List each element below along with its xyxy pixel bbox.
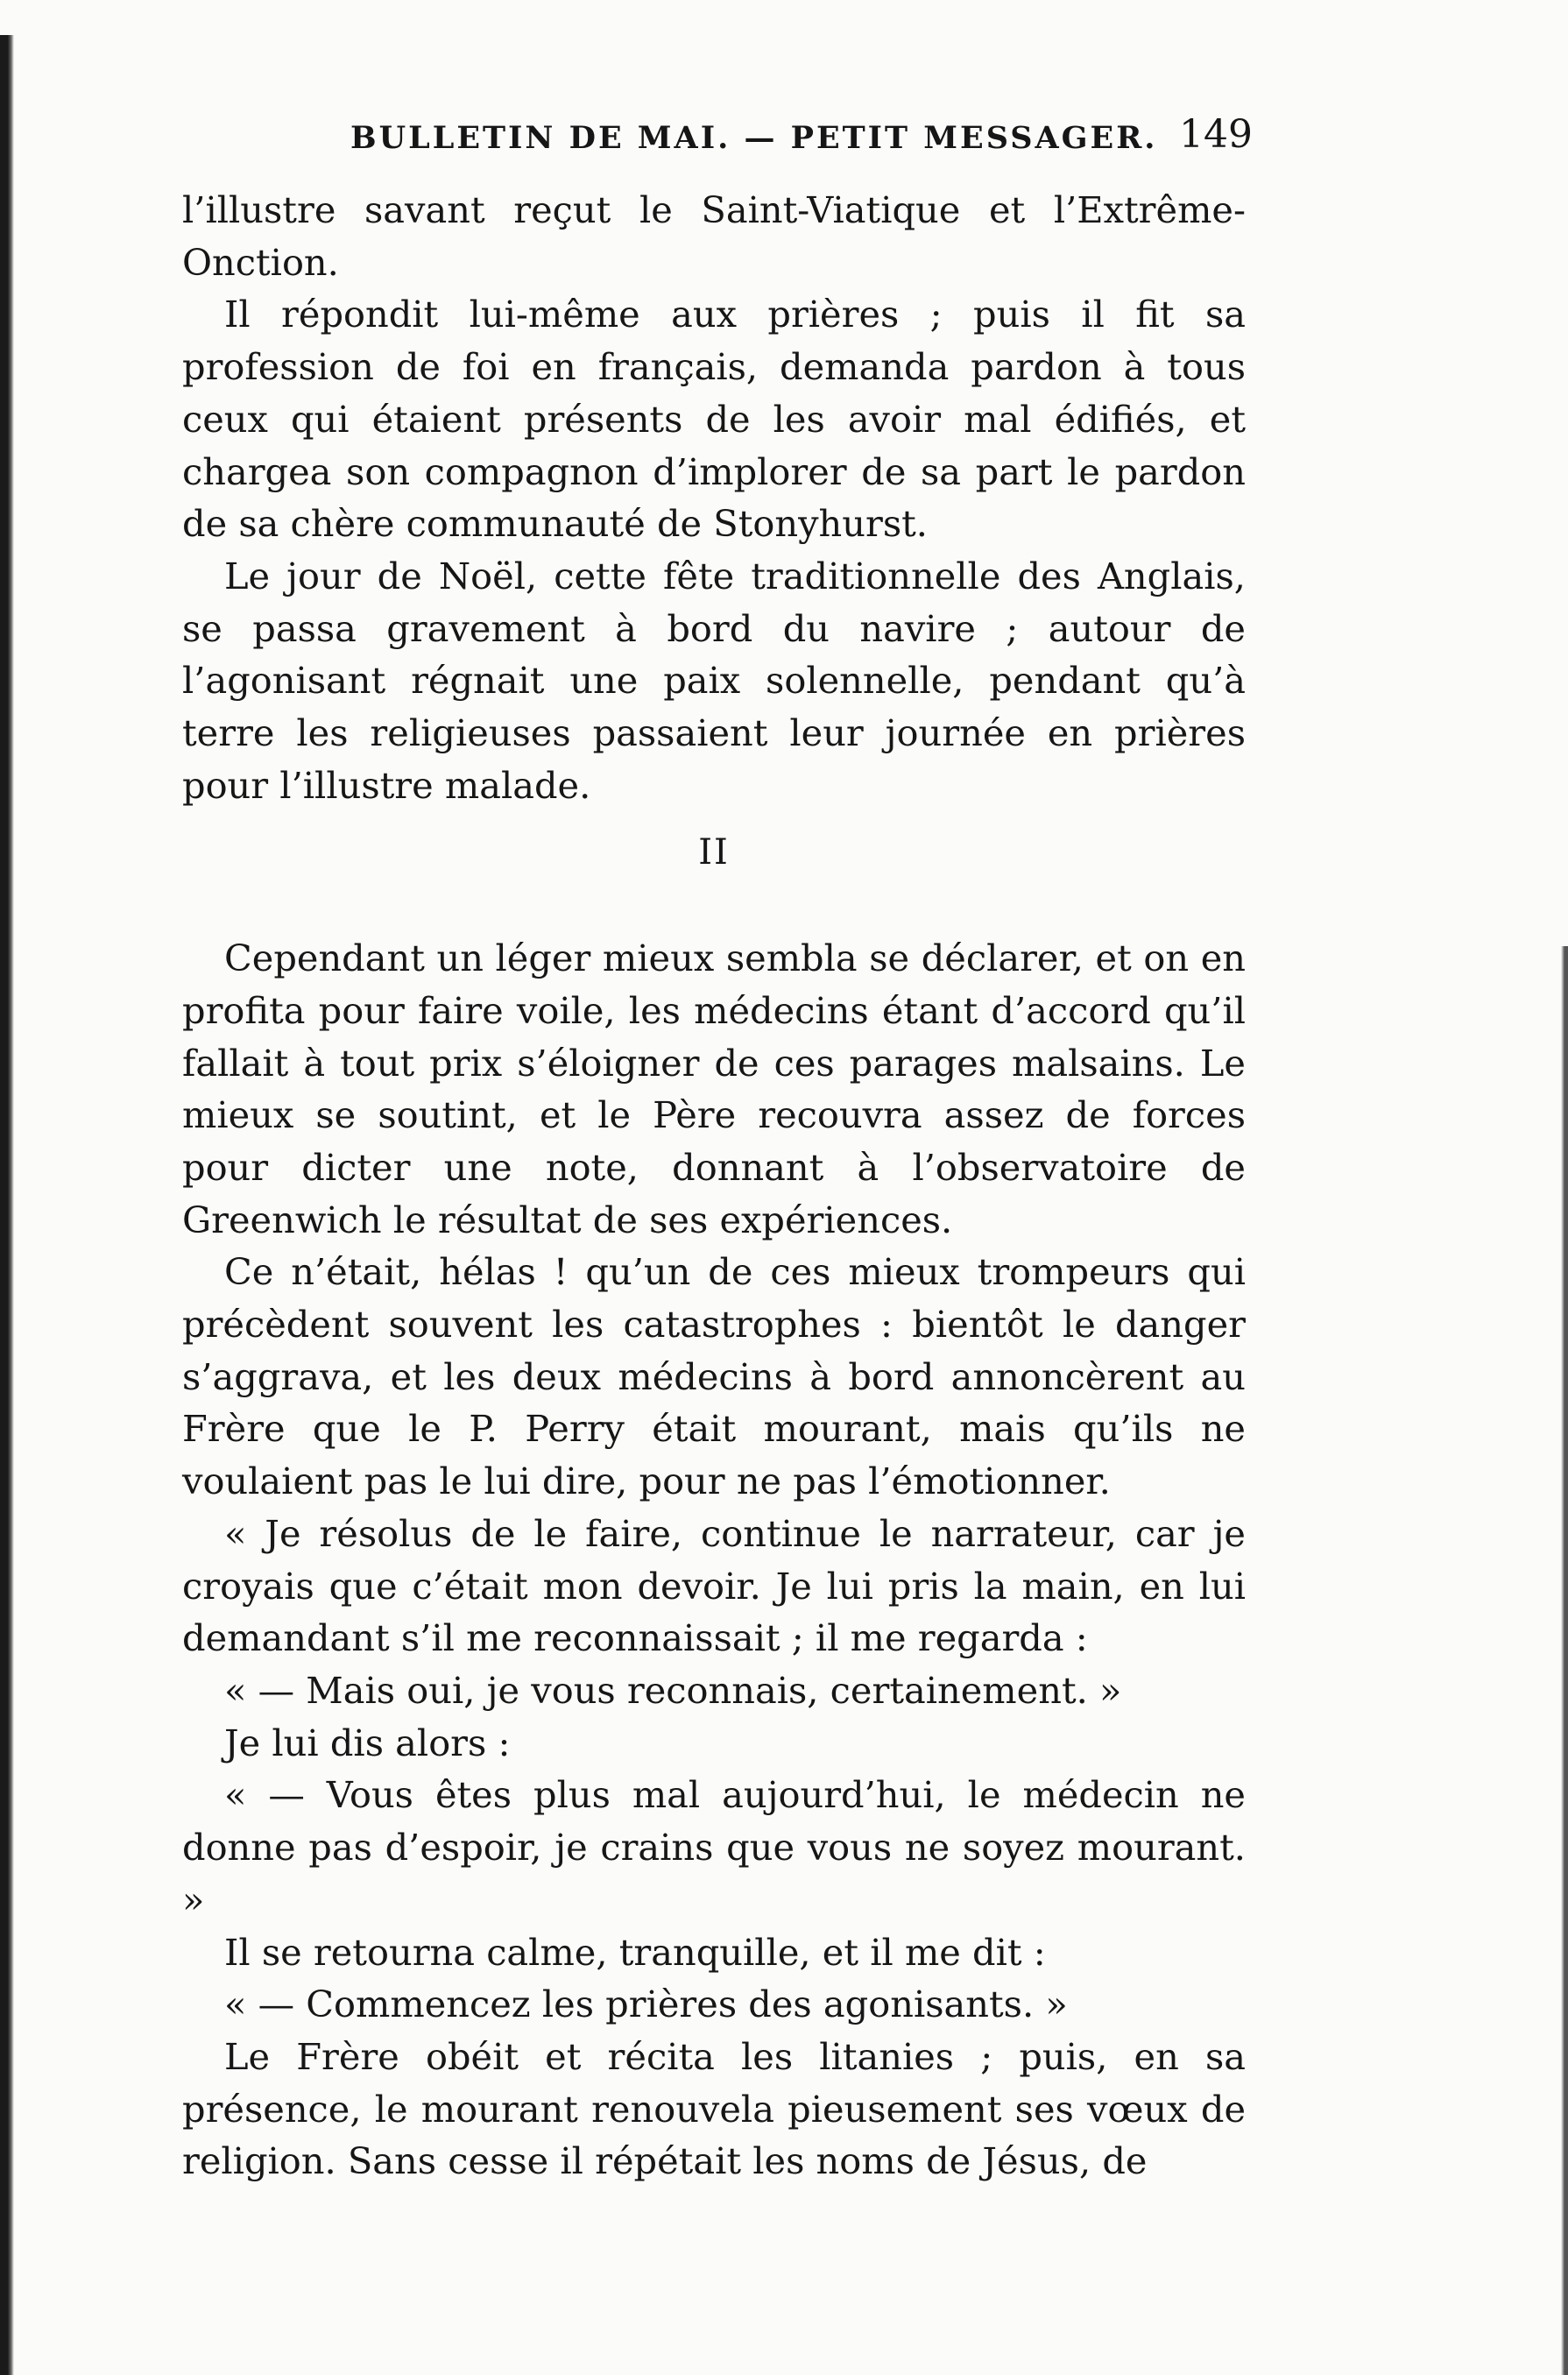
page-header: [175, 112, 1253, 165]
section-heading: II: [698, 832, 730, 873]
paragraph: « Je résolus de le faire, continue le narrateur, car je croyais que c’était mon devoir. Je lui pris la main, en lui demandant s’il me reconnaissait ; il me regarda :: [182, 1511, 1246, 1660]
paragraph: Il répondit lui-même aux prières ; puis il fit sa profession de foi en français, demanda pardon à tous ceux qui étaient présents de les avoir mal édifiés, et chargea son compagnon d’implorer de sa part le pardon de sa chère communauté de Stonyhurst.: [182, 293, 1246, 546]
paragraph: Cependant un léger mieux sembla se déclarer, et on en profita pour faire voile, les médecins étant d’accord qu’il fallait à tout prix s’éloigner de ces parages malsains. Le mieux se soutint, et le Père recouvra assez de forces pour dicter une note, donnant à l’observatoire de Greenwich le résultat de ses expériences.: [182, 937, 1246, 1241]
page-number: 149: [1179, 112, 1253, 157]
main-text: [182, 184, 1246, 2188]
dialogue-line: « — Vous êtes plus mal aujourd’hui, le médecin ne donne pas d’espoir, je crains que vous ne soyez mourant. »: [182, 1773, 1246, 1921]
dialogue-line: « — Commencez les prières des agonisants. »: [224, 1983, 1068, 2026]
page-edge-right: [1561, 946, 1568, 2375]
paragraph: Ce n’était, hélas ! qu’un de ces mieux trompeurs qui précèdent souvent les catastrophes : bientôt le danger s’aggrava, et les deux médecins à bord annoncèrent au Frère que le P. Perry était mourant, mais qu’ils ne voulaient pas le lui dire, pour ne pas l’émotionner.: [182, 1250, 1246, 1503]
paragraph: Le Frère obéit et récita les litanies ; puis, en sa présence, le mourant renouvela pieusement ses vœux de religion. Sans cesse il répétait les noms de Jésus, de: [182, 2034, 1246, 2183]
paragraph: l’illustre savant reçut le Saint-Viatique et l’Extrême-Onction.: [182, 188, 1246, 284]
running-title: BULLETIN DE MAI. — PETIT MESSAGER.: [350, 120, 1158, 156]
paragraph: Le jour de Noël, cette fête traditionnelle des Anglais, se passa gravement à bord du navire ; autour de l’agonisant régnait une paix solennelle, pendant qu’à terre les religieuses passaient leur journée en prières pour l’illustre malade.: [182, 554, 1246, 807]
paragraph: Je lui dis alors :: [224, 1721, 511, 1764]
paragraph: Il se retourna calme, tranquille, et il me dit :: [224, 1930, 1046, 1974]
binding-shadow-left: [0, 35, 14, 2375]
dialogue-line: « — Mais oui, je vous reconnais, certainement. »: [224, 1668, 1122, 1712]
